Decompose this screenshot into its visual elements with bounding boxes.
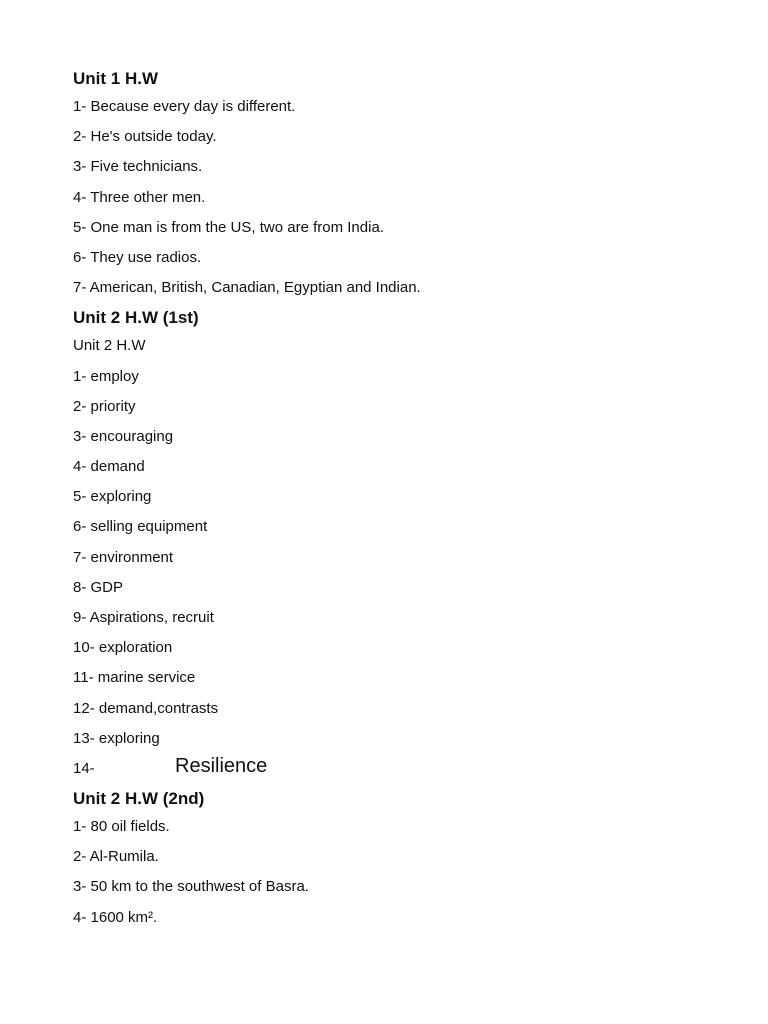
answer-line: 1- employ [73, 367, 139, 385]
answer-line: 7- environment [73, 548, 174, 566]
answer-number: 14- [73, 759, 95, 777]
answer-line: 4- 1600 km². [73, 908, 158, 926]
section-heading: Unit 2 H.W (2nd) [73, 788, 205, 808]
unit1-hw-section [73, 66, 733, 303]
answer-line: 3- encouraging [73, 427, 174, 445]
answer-line: 2- priority [73, 397, 136, 415]
answer-line: 6- They use radios. [73, 248, 202, 266]
answer-line: 2- He's outside today. [73, 128, 217, 146]
answer-line: 11- marine service [73, 669, 196, 687]
unit2-hw-2nd-section [73, 786, 733, 933]
answer-text: Resilience [175, 754, 268, 777]
answer-line: 6- selling equipment [73, 518, 208, 536]
section-subtitle: Unit 2 H.W [73, 337, 146, 355]
section-heading: Unit 1 H.W [73, 69, 158, 88]
answer-line: 5- One man is from the US, two are from India. [73, 218, 384, 236]
answer-line: 9- Aspirations, recruit [73, 609, 214, 626]
answer-line: 4- demand [73, 458, 145, 476]
answer-line: 7- American, British, Canadian, Egyptian and Indian. [73, 279, 421, 297]
answer-line: 3- Five technicians. [73, 158, 203, 176]
unit2-hw-1st-section [73, 305, 733, 784]
answer-line: 4- Three other men. [73, 188, 206, 206]
section-heading: Unit 2 H.W (1st) [73, 308, 199, 328]
answer-line: 13- exploring [73, 729, 160, 747]
answer-line: 12- demand,contrasts [73, 699, 219, 717]
answer-line: 1- Because every day is different. [73, 98, 296, 115]
answer-line: 5- exploring [73, 488, 152, 506]
answer-line: 3- 50 km to the southwest of Basra. [73, 878, 309, 896]
answer-line-14 [73, 754, 733, 784]
document-page [73, 66, 733, 933]
answer-line: 10- exploration [73, 639, 173, 657]
answer-line: 1- 80 oil fields. [73, 817, 170, 835]
answer-line: 8- GDP [73, 578, 124, 596]
answer-line: 2- Al-Rumila. [73, 848, 159, 866]
